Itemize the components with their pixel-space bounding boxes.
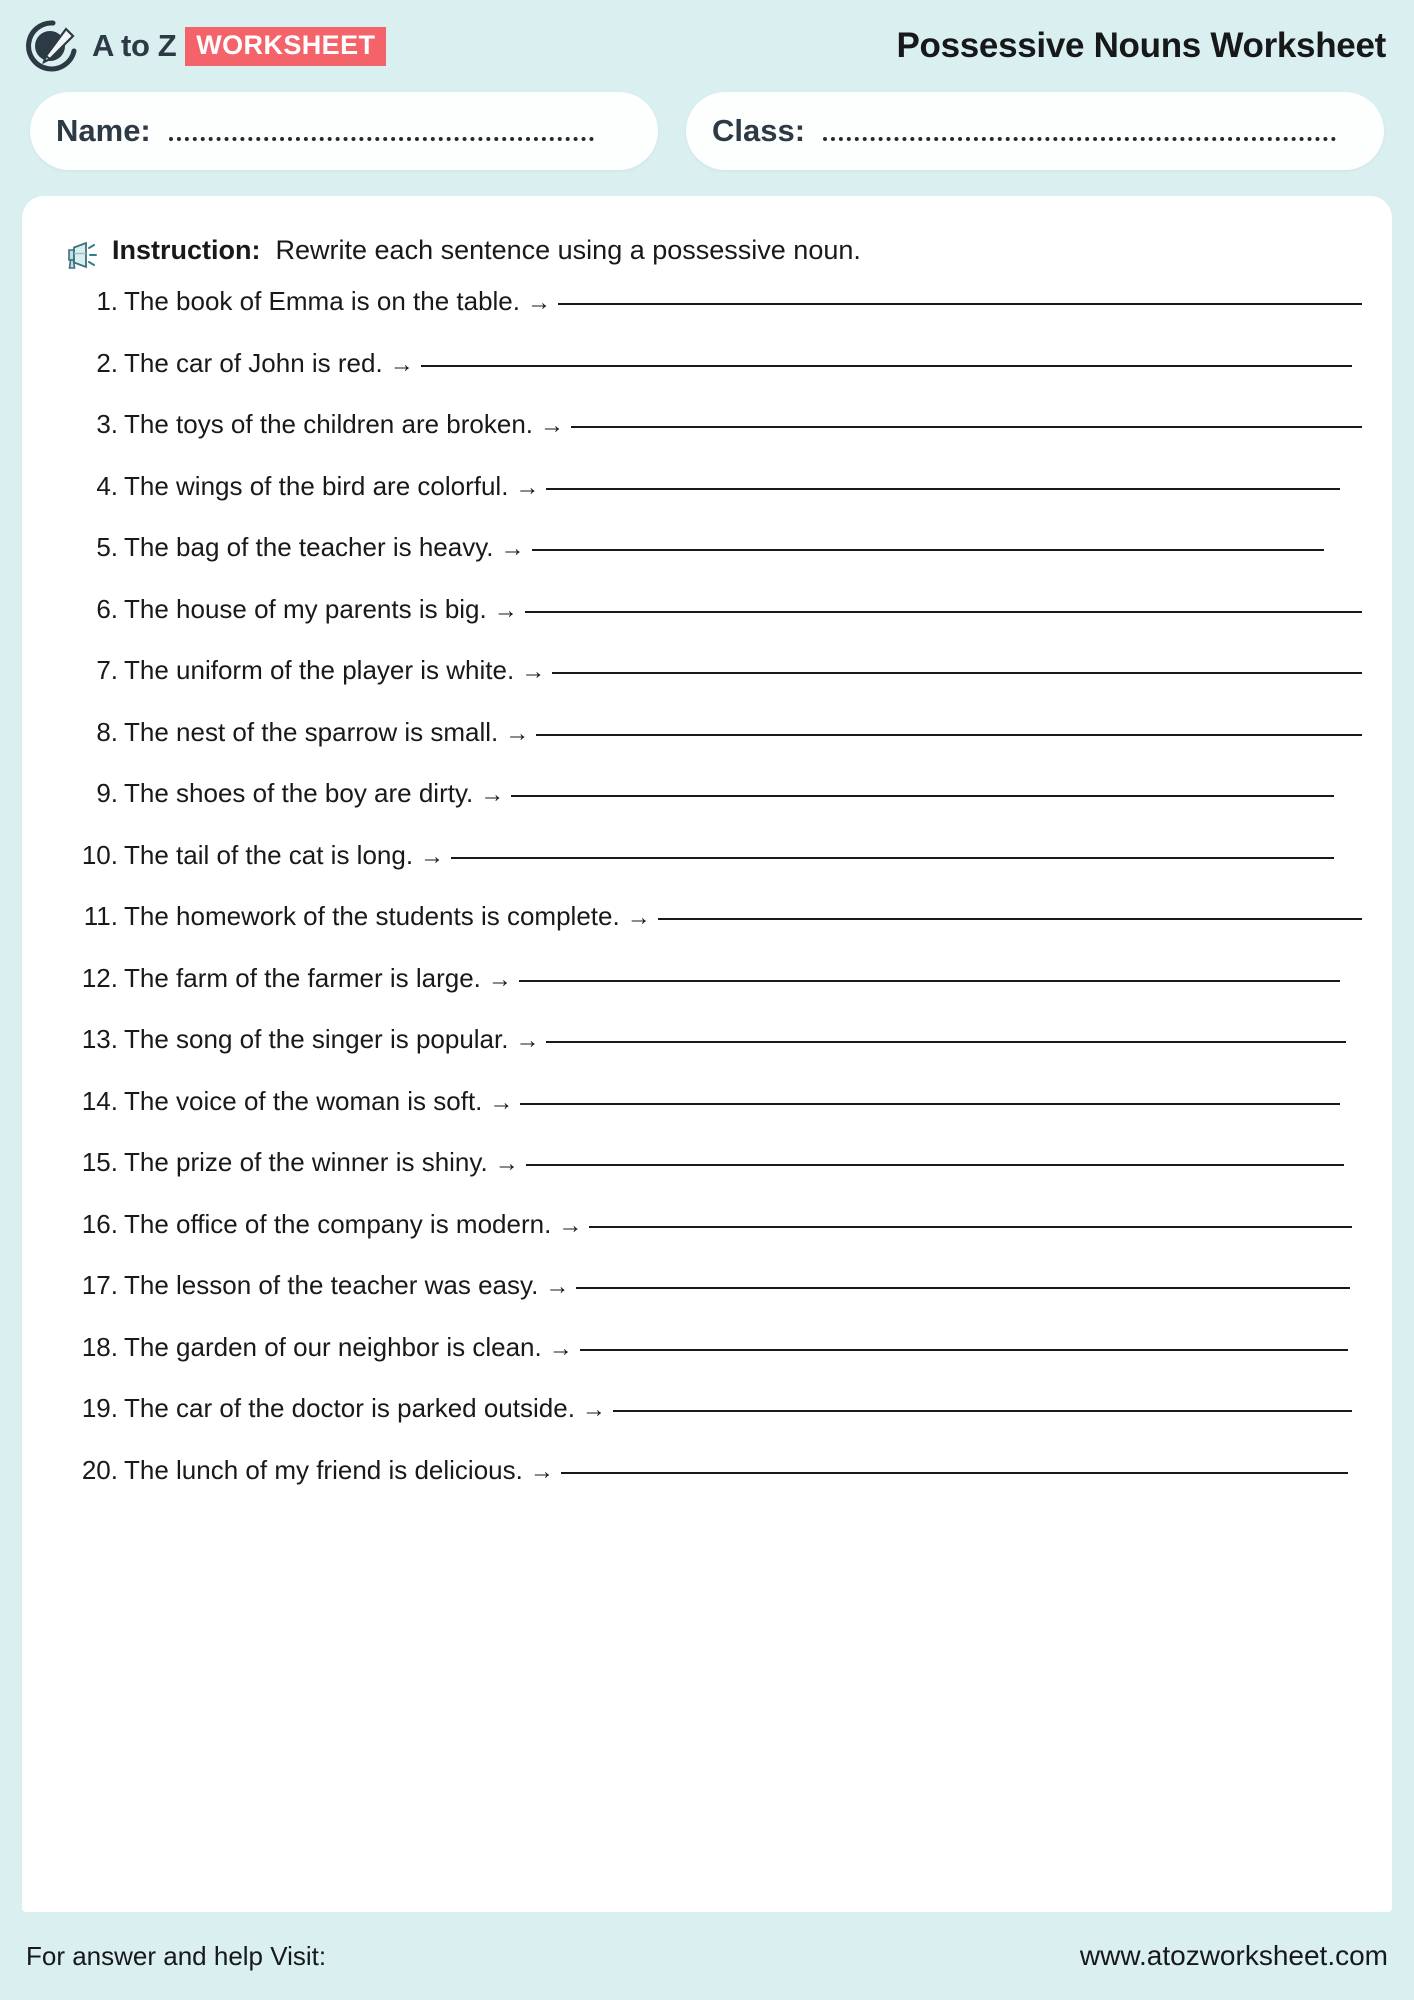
question-row: [52, 901, 1362, 963]
question-text: The lesson of the teacher was easy.: [124, 1270, 539, 1300]
question-row: [52, 1270, 1362, 1332]
question-number: 14.: [81, 1085, 118, 1116]
question-number: 13.: [81, 1024, 118, 1054]
answer-blank[interactable]: [526, 1164, 1344, 1166]
question-text: The uniform of the player is white.: [124, 655, 515, 685]
question-row: [52, 1209, 1362, 1271]
question-number: 11.: [83, 901, 118, 931]
question-text: The homework of the students is complete.: [124, 901, 620, 931]
brand-wordmark: [92, 27, 386, 66]
question-text: The song of the singer is popular.: [124, 1024, 509, 1054]
question-row: [52, 348, 1362, 410]
instruction-label: Instruction:: [112, 235, 261, 265]
arrow-icon: →: [500, 535, 525, 562]
name-input[interactable]: [169, 137, 594, 141]
question-text: The lunch of my friend is delicious.: [124, 1454, 523, 1485]
name-field-box[interactable]: [30, 92, 658, 170]
question-text: The garden of our neighbor is clean.: [124, 1331, 542, 1362]
question-number: 8.: [96, 716, 118, 747]
question-number: 7.: [96, 655, 118, 685]
question-row: [52, 1332, 1362, 1394]
question-number: 2.: [96, 347, 118, 378]
answer-blank[interactable]: [552, 672, 1362, 674]
question-row: [52, 409, 1362, 471]
answer-blank[interactable]: [580, 1349, 1348, 1351]
answer-blank[interactable]: [561, 1472, 1348, 1474]
question-text: The office of the company is modern.: [124, 1208, 552, 1239]
question-number: 10.: [81, 839, 118, 870]
question-number: 9.: [96, 778, 118, 808]
arrow-icon: →: [515, 473, 540, 501]
instruction-body: Rewrite each sentence using a possessive noun.: [275, 235, 861, 265]
arrow-icon: →: [493, 596, 518, 624]
question-number: 18.: [81, 1331, 118, 1362]
question-number: 12.: [81, 962, 118, 993]
question-text: The nest of the sparrow is small.: [124, 716, 499, 747]
arrow-icon: →: [581, 1396, 606, 1423]
brand-badge: WORKSHEET: [185, 27, 386, 66]
answer-blank[interactable]: [525, 611, 1362, 613]
answer-blank[interactable]: [421, 365, 1352, 367]
page-footer: [0, 1912, 1414, 2000]
arrow-icon: →: [529, 1457, 554, 1485]
arrow-icon: →: [487, 965, 512, 993]
class-label: Class:: [712, 113, 806, 148]
answer-blank[interactable]: [589, 1226, 1352, 1228]
question-number: 1.: [96, 286, 118, 316]
question-row: [52, 963, 1362, 1025]
student-info-row: [0, 92, 1414, 170]
question-text: The book of Emma is on the table.: [124, 286, 520, 316]
answer-blank[interactable]: [576, 1287, 1350, 1289]
class-field-box[interactable]: [686, 92, 1384, 170]
question-row: [52, 717, 1362, 779]
question-list: [52, 286, 1362, 1516]
question-row: [52, 840, 1362, 902]
question-text: The shoes of the boy are dirty.: [124, 778, 474, 808]
question-text: The house of my parents is big.: [124, 593, 487, 624]
arrow-icon: →: [494, 1150, 519, 1177]
answer-blank[interactable]: [511, 795, 1334, 797]
question-row: [52, 778, 1362, 840]
answer-blank[interactable]: [451, 857, 1334, 859]
instruction-text: [112, 234, 861, 266]
arrow-icon: →: [521, 658, 546, 685]
question-text: The voice of the woman is soft.: [124, 1085, 483, 1116]
question-row: [52, 1455, 1362, 1517]
question-row: [52, 1086, 1362, 1148]
question-text: The tail of the cat is long.: [124, 839, 414, 870]
arrow-icon: →: [558, 1211, 583, 1239]
arrow-icon: →: [548, 1334, 573, 1362]
arrow-icon: →: [420, 842, 445, 870]
question-row: [52, 1147, 1362, 1209]
answer-blank[interactable]: [613, 1410, 1352, 1412]
footer-website-link[interactable]: www.atozworksheet.com: [1079, 1940, 1388, 1971]
answer-blank[interactable]: [558, 303, 1362, 305]
question-row: [52, 286, 1362, 348]
question-number: 16.: [81, 1208, 118, 1239]
page-header: [0, 0, 1414, 92]
arrow-icon: →: [505, 719, 530, 747]
answer-blank[interactable]: [532, 549, 1324, 551]
question-text: The bag of the teacher is heavy.: [124, 532, 494, 562]
question-row: [52, 1024, 1362, 1086]
arrow-icon: →: [489, 1088, 514, 1116]
arrow-icon: →: [626, 904, 651, 931]
pen-in-circle-icon: [26, 19, 80, 73]
question-number: 6.: [96, 593, 118, 624]
question-number: 20.: [81, 1454, 118, 1485]
answer-blank[interactable]: [546, 1041, 1346, 1043]
arrow-icon: →: [389, 350, 414, 378]
arrow-icon: →: [527, 289, 551, 316]
question-number: 15.: [81, 1147, 118, 1177]
answer-blank[interactable]: [546, 488, 1340, 490]
instruction-block: [66, 234, 1362, 272]
question-row: [52, 655, 1362, 717]
answer-blank[interactable]: [571, 426, 1362, 428]
answer-blank[interactable]: [658, 918, 1362, 920]
class-input[interactable]: [823, 137, 1336, 141]
question-row: [52, 594, 1362, 656]
brand-logo: [26, 19, 386, 73]
question-text: The car of John is red.: [124, 347, 383, 378]
question-text: The farm of the farmer is large.: [124, 962, 481, 993]
arrow-icon: →: [545, 1273, 570, 1300]
question-row: [52, 532, 1362, 594]
question-text: The prize of the winner is shiny.: [124, 1147, 488, 1177]
megaphone-icon: [66, 238, 100, 272]
question-row: [52, 471, 1362, 533]
page-title: Possessive Nouns Worksheet: [896, 26, 1386, 65]
question-text: The car of the doctor is parked outside.: [124, 1393, 575, 1423]
question-number: 17.: [81, 1270, 118, 1300]
question-number: 5.: [96, 532, 118, 562]
name-label: Name:: [56, 113, 151, 148]
answer-blank[interactable]: [536, 734, 1362, 736]
question-row: [52, 1393, 1362, 1455]
question-text: The wings of the bird are colorful.: [124, 470, 509, 501]
question-number: 4.: [96, 470, 118, 501]
question-number: 19.: [81, 1393, 118, 1423]
question-number: 3.: [96, 409, 118, 439]
footer-help-text: For answer and help Visit:: [26, 1940, 327, 1971]
question-text: The toys of the children are broken.: [124, 409, 534, 439]
arrow-icon: →: [515, 1027, 540, 1054]
worksheet-card: [22, 196, 1392, 1912]
arrow-icon: →: [480, 781, 505, 808]
brand-primary-text: A to Z: [92, 28, 177, 63]
answer-blank[interactable]: [520, 1103, 1340, 1105]
arrow-icon: →: [540, 412, 565, 439]
answer-blank[interactable]: [519, 980, 1340, 982]
